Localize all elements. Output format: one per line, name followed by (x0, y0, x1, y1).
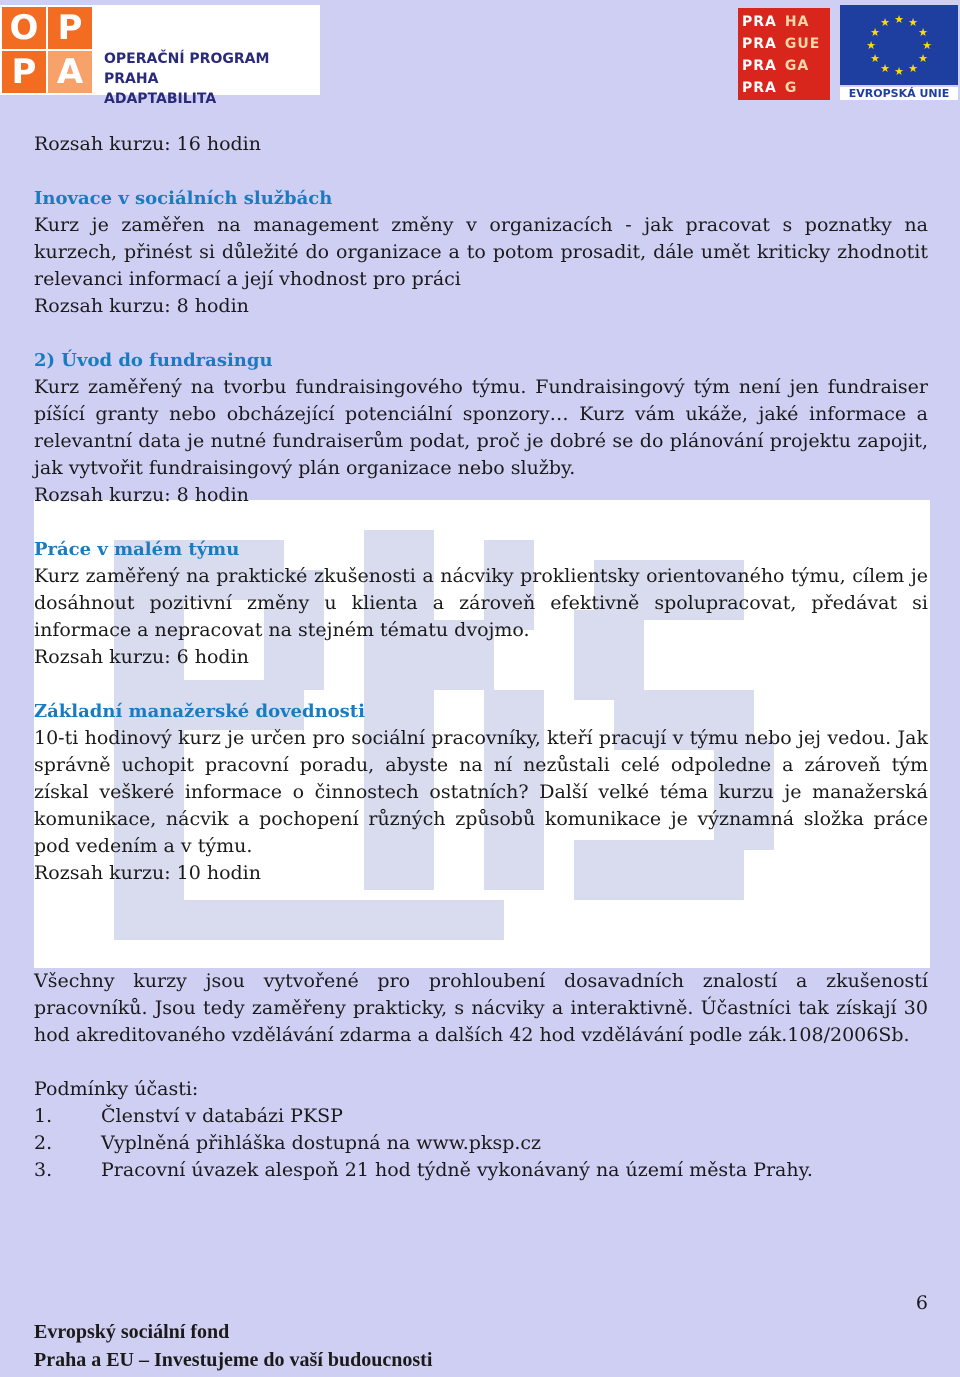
svg-text:★: ★ (918, 26, 928, 39)
svg-text:★: ★ (908, 62, 918, 75)
oppa-logo-text (104, 49, 320, 109)
oppa-letter-grid (0, 5, 94, 95)
course-scope: Rozsah kurzu: 10 hodin (34, 862, 261, 884)
eu-logo (840, 5, 958, 103)
svg-text:★: ★ (908, 16, 918, 29)
course-scope: Rozsah kurzu: 8 hodin (34, 484, 249, 506)
section-title: Základní manažerské dovednosti (34, 701, 365, 722)
oppa-letter: P (48, 7, 92, 49)
svg-text:★: ★ (880, 62, 890, 75)
list-number: 2. (34, 1132, 53, 1154)
eu-logo-label: EVROPSKÁ UNIE (840, 87, 958, 100)
section-title: Inovace v sociálních službách (34, 188, 333, 209)
praha-row-suffix: GA (784, 58, 810, 74)
praha-row-suffix: HA (784, 14, 810, 30)
list-text: Členství v databázi PKSP (101, 1105, 343, 1127)
svg-text:★: ★ (870, 26, 880, 39)
section-body: Kurz zaměřený na tvorbu fundraisingového týmu. Fundraisingový tým není jen fundraiser píšící granty nebo obcházející potenciální sponzory… Kurz vám ukáže, jaké informace a relevantní data je nutné fundraiserům podat, proč je dobré se do plánování projektu zapojit, jak vytvořit fundraisingový plán organizace nebo služby. (34, 376, 928, 479)
section-body: Kurz je zaměřen na management změny v organizacích - jak pracovat s poznatky na kurzech, přinést si důležité do organizace a to potom prosadit, dále umět kriticky zhodnotit relevanci informací a její vhodnost pro práci (34, 214, 928, 290)
section-body: Kurz zaměřený na praktické zkušenosti a nácviky proklientsky orientovaného týmu, cílem je dosáhnout pozitivní změny u klienta a zároveň efektivně spolupracovat, předávat si informace a nepracovat na stejném tématu dvojmo. (34, 565, 928, 641)
svg-text:★: ★ (870, 52, 880, 65)
section-title: 2) Úvod do fundrasingu (34, 350, 273, 371)
praha-logo-row (742, 34, 830, 54)
svg-text:★: ★ (880, 16, 890, 29)
document-body (34, 131, 928, 1184)
oppa-logo-line1: OPERAČNÍ PROGRAM PRAHA (104, 51, 270, 87)
section-body: 10-ti hodinový kurz je určen pro sociální pracovníky, kteří pracují v týmu nebo jej vedou. Jak správně uchopit pracovní poradu, abyste na ní nezůstali celé odpoledne a zároveň tým získal veškeré informace o činnostech ostatních? Další velké téma kurzu je manažerská komunikace, nácvik a pochopení různých způsobů komunikace je významná složka práce pod vedením a v týmu. (34, 727, 928, 857)
praha-logo (738, 8, 830, 100)
svg-text:★: ★ (894, 13, 904, 26)
list-number: 1. (34, 1105, 53, 1127)
oppa-letter: P (2, 51, 46, 93)
praha-row-suffix: GUE (784, 36, 821, 52)
course-scope: Rozsah kurzu: 8 hodin (34, 295, 249, 317)
praha-row-prefix: PRA (742, 58, 777, 74)
praha-row-prefix: PRA (742, 36, 777, 52)
conditions-title: Podmínky účasti: (34, 1078, 199, 1100)
svg-text:★: ★ (918, 52, 928, 65)
praha-logo-row (742, 78, 830, 98)
summary-paragraph: Všechny kurzy jsou vytvořené pro prohloubení dosavadních znalostí a zkušeností pracovníků. Jsou tedy zaměřeny prakticky, s nácviky a interaktivně. Účastníci tak získají 30 hod akreditovaného vzdělávání zdarma a dalších 42 hod vzdělávání podle zák.108/2006Sb. (34, 970, 928, 1046)
course-scope: Rozsah kurzu: 16 hodin (34, 133, 261, 155)
list-text: Pracovní úvazek alespoň 21 hod týdně vykonávaný na území města Prahy. (101, 1159, 813, 1181)
svg-text:★: ★ (894, 65, 904, 78)
list-number: 3. (34, 1159, 53, 1181)
list-item (34, 1103, 928, 1130)
list-item (34, 1130, 928, 1157)
oppa-logo (0, 5, 320, 107)
praha-row-prefix: PRA (742, 14, 777, 30)
list-text: Vyplněná přihláška dostupná na www.pksp.cz (101, 1132, 542, 1154)
page-number: 6 (915, 1292, 928, 1314)
course-scope: Rozsah kurzu: 6 hodin (34, 646, 249, 668)
page-header (0, 0, 960, 110)
svg-text:★: ★ (866, 39, 876, 52)
oppa-letter: O (2, 7, 46, 49)
praha-row-suffix: G (784, 80, 798, 96)
praha-logo-row (742, 56, 830, 76)
footer-line2: Praha a EU – Investujeme do vaší budoucnosti (34, 1349, 433, 1371)
praha-logo-row (742, 12, 830, 32)
footer-line1: Evropský sociální fond (34, 1321, 230, 1343)
oppa-logo-line2: ADAPTABILITA (104, 91, 217, 107)
eu-flag-icon (840, 5, 958, 85)
svg-text:★: ★ (922, 39, 932, 52)
page-footer (34, 1318, 432, 1374)
oppa-letter: A (48, 51, 92, 93)
list-item (34, 1157, 928, 1184)
section-title: Práce v malém týmu (34, 539, 240, 560)
praha-row-prefix: PRA (742, 80, 777, 96)
